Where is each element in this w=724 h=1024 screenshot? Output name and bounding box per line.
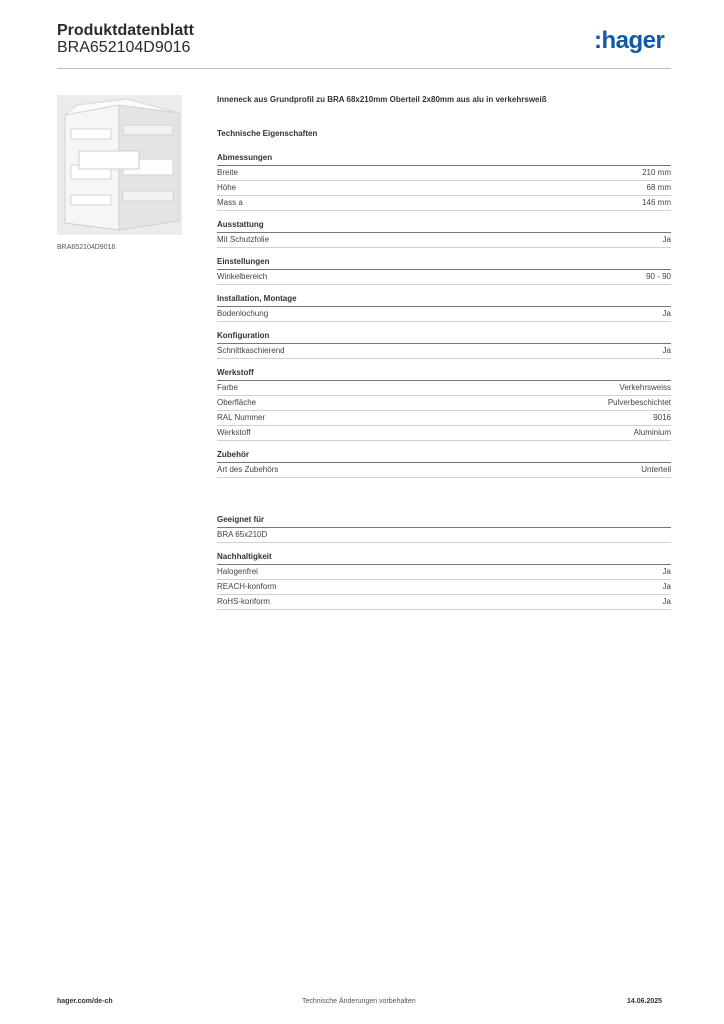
spec-row <box>217 181 671 196</box>
spec-value: Ja <box>662 582 671 591</box>
spec-label: Oberfläche <box>217 398 257 407</box>
spec-row <box>217 307 671 322</box>
spec-label: Farbe <box>217 383 238 392</box>
spec-row <box>217 426 671 441</box>
header-divider <box>57 68 671 69</box>
spec-label: Werkstoff <box>217 428 251 437</box>
spec-value: Ja <box>662 235 671 244</box>
footer-website: hager.com/de-ch <box>57 998 113 1005</box>
spec-value: 146 mm <box>642 198 671 207</box>
spec-label: RAL Nummer <box>217 413 266 422</box>
logo-text: :hager <box>594 27 665 54</box>
spec-label: Mass a <box>217 198 243 207</box>
section-title: Werkstoff <box>217 368 671 381</box>
spec-label: REACH-konform <box>217 582 277 591</box>
spec-label: Winkelbereich <box>217 272 268 281</box>
section-title: Zubehör <box>217 450 671 463</box>
spec-section <box>217 153 671 211</box>
section-title: Konfiguration <box>217 331 671 344</box>
spec-section <box>217 450 671 478</box>
spec-section <box>217 220 671 248</box>
footer-notice: Technische Änderungen vorbehalten <box>302 998 416 1005</box>
spec-row <box>217 463 671 478</box>
section-title: Einstellungen <box>217 257 671 270</box>
spec-label: Halogenfrei <box>217 567 258 576</box>
section-title: Installation, Montage <box>217 294 671 307</box>
spec-value: Ja <box>662 346 671 355</box>
spec-label: Breite <box>217 168 238 177</box>
section-title: Abmessungen <box>217 153 671 166</box>
spec-row <box>217 411 671 426</box>
spec-row <box>217 565 671 580</box>
spec-row <box>217 528 671 543</box>
spec-value: Verkehrsweiss <box>619 383 671 392</box>
spec-value: 90 - 90 <box>646 272 671 281</box>
product-image <box>57 95 182 235</box>
product-code: BRA652104D9016 <box>57 39 191 56</box>
section-gap <box>217 487 671 515</box>
spec-row <box>217 196 671 211</box>
spec-row <box>217 166 671 181</box>
product-details <box>217 95 671 619</box>
image-caption: BRA652104D9016 <box>57 244 116 251</box>
spec-section <box>217 368 671 441</box>
spec-value: Ja <box>662 567 671 576</box>
spec-value: Pulverbeschichtet <box>607 398 671 407</box>
spec-row <box>217 580 671 595</box>
section-title: Ausstattung <box>217 220 671 233</box>
spec-value: Aluminium <box>633 428 671 437</box>
spec-label: RoHS-konform <box>217 597 270 606</box>
spec-value: Ja <box>662 597 671 606</box>
footer-date: 14.06.2025 <box>627 998 663 1005</box>
page-title: Produktdatenblatt <box>57 22 194 39</box>
extra-sections <box>217 515 671 610</box>
technical-properties-heading: Technische Eigenschaften <box>217 129 318 138</box>
spec-value: Ja <box>662 309 671 318</box>
property-sections <box>217 153 671 478</box>
spec-label: Höhe <box>217 183 237 192</box>
spec-row <box>217 595 671 610</box>
spec-section <box>217 331 671 359</box>
spec-row <box>217 344 671 359</box>
hager-logo <box>594 27 664 55</box>
spec-section <box>217 294 671 322</box>
corner-duct-illustration <box>57 95 182 235</box>
spec-row <box>217 381 671 396</box>
spec-label: Bodenlochung <box>217 309 269 318</box>
spec-label: Mit Schutzfolie <box>217 235 270 244</box>
spec-value: Unterteil <box>641 465 671 474</box>
spec-row <box>217 396 671 411</box>
spec-value: 9016 <box>653 413 671 422</box>
spec-label: BRA 65x210D <box>217 530 268 539</box>
section-title: Nachhaltigkeit <box>217 552 671 565</box>
product-description: Inneneck aus Grundprofil zu BRA 68x210mm Oberteil 2x80mm aus alu in verkehrsweiß <box>217 95 547 104</box>
spec-section <box>217 257 671 285</box>
spec-label: Schnittkaschierend <box>217 346 285 355</box>
section-title: Geeignet für <box>217 515 671 528</box>
spec-row <box>217 233 671 248</box>
spec-label: Art des Zubehörs <box>217 465 279 474</box>
spec-section <box>217 552 671 610</box>
spec-value: 210 mm <box>642 168 671 177</box>
spec-value: 68 mm <box>646 183 671 192</box>
spec-section <box>217 515 671 543</box>
spec-row <box>217 270 671 285</box>
